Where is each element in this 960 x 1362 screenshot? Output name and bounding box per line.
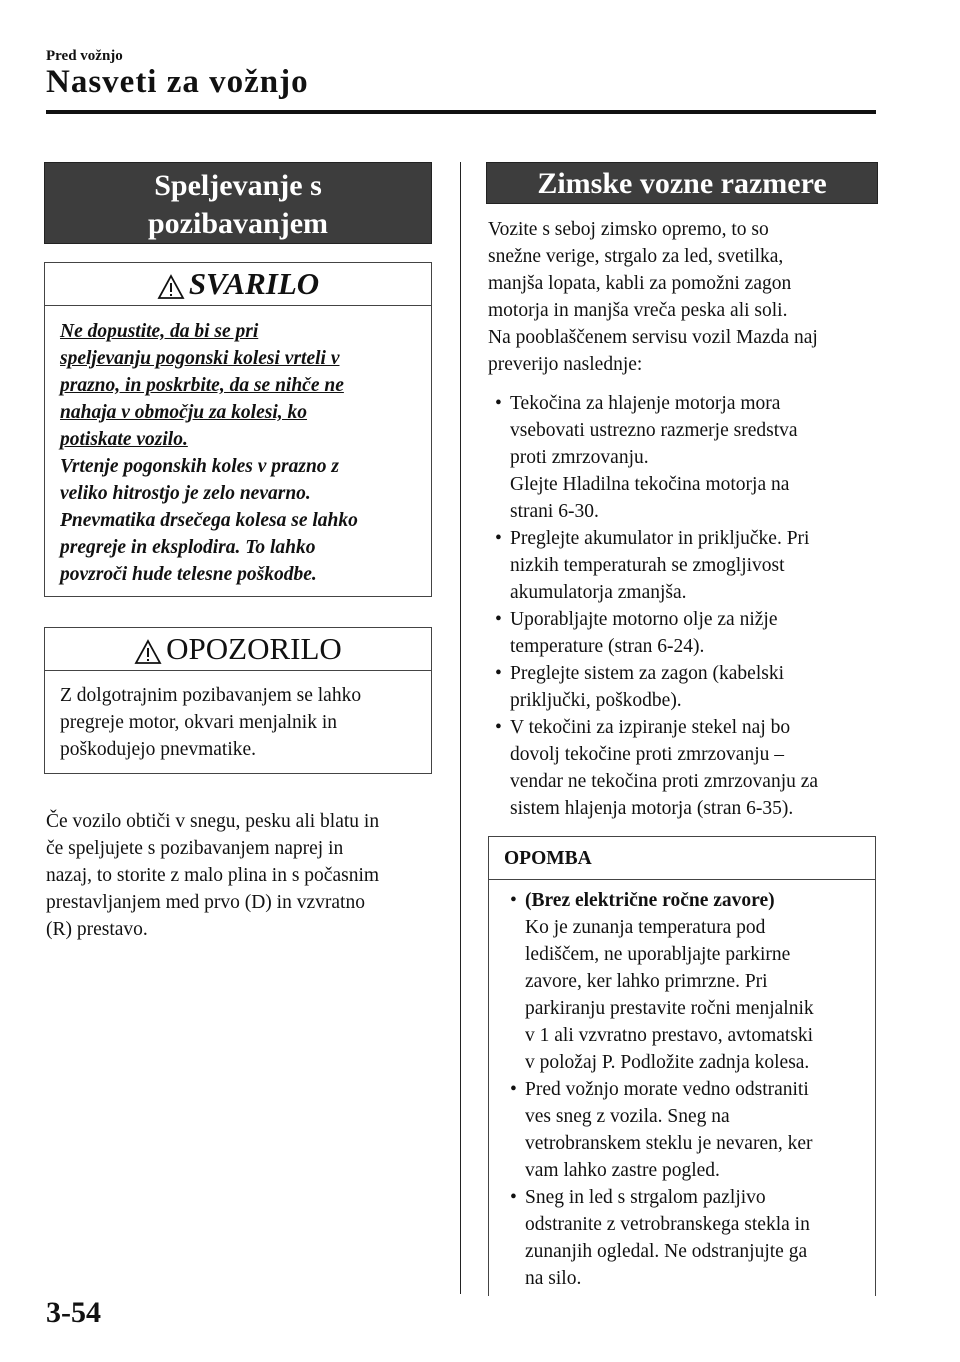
section-heading-winter: Zimske vozne razmere	[486, 162, 878, 204]
paragraph-line: nazaj, to storite z malo plina in s počasnim	[46, 865, 380, 886]
list-item	[488, 390, 876, 525]
list-item-line: V tekočini za izpiranje stekel naj bo	[510, 717, 791, 738]
list-item-line: nizkih temperaturah se zmogljivost	[510, 555, 785, 576]
bullet-icon: •	[510, 1079, 517, 1100]
rocking-paragraph	[46, 808, 432, 943]
paragraph-line: Če vozilo obtiči v snegu, pesku ali blatu in	[46, 811, 380, 832]
warning-header	[45, 263, 431, 306]
intro-line: Vozite s seboj zimsko opremo, to so	[488, 219, 769, 240]
heading-line-1: Speljevanje s	[154, 169, 322, 202]
list-item	[488, 606, 876, 660]
section-heading-rocking	[44, 162, 432, 244]
list-item-line: zavore, ker lahko primrzne. Pri	[525, 971, 768, 992]
list-item-line: Pred vožnjo morate vedno odstraniti	[525, 1079, 809, 1100]
warning-line: speljevanju pogonski kolesi vrteli v	[60, 348, 340, 369]
bullet-icon: •	[495, 609, 502, 630]
list-item-line: zunanjih ogledal. Ne odstranjujte ga	[525, 1241, 808, 1262]
bullet-icon: •	[495, 528, 502, 549]
caution-line: Z dolgotrajnim pozibavanjem se lahko	[60, 685, 362, 706]
paragraph-line: prestavljanjem med prvo (D) in vzvratno	[46, 892, 365, 913]
warning-triangle-icon	[157, 274, 185, 300]
list-item	[488, 525, 876, 606]
list-item-line: odstranite z vetrobranskega stekla in	[525, 1214, 810, 1235]
list-item-line: Glejte Hladilna tekočina motorja na	[510, 474, 790, 495]
note-item-heading: (Brez električne ročne zavore)	[525, 890, 775, 911]
page-number: 3-54	[46, 1296, 101, 1329]
list-item-line: temperature (stran 6-24).	[510, 636, 705, 657]
title-rule	[46, 110, 876, 114]
list-item	[503, 1184, 863, 1292]
column-divider	[460, 162, 461, 1294]
intro-line: Na pooblaščenem servisu vozil Mazda naj	[488, 327, 818, 348]
list-item-line: proti zmrzovanju.	[510, 447, 649, 468]
list-item-line: v položaj P. Podložite zadnja kolesa.	[525, 1052, 810, 1073]
caution-line: poškodujejo pnevmatike.	[60, 739, 257, 760]
warning-line: Pnevmatika drsečega kolesa se lahko	[60, 510, 358, 531]
list-item-line: strani 6-30.	[510, 501, 599, 522]
caution-line: pregreje motor, okvari menjalnik in	[60, 712, 338, 733]
paragraph-line: če speljujete s pozibavanjem naprej in	[46, 838, 344, 859]
list-item-line: ves sneg z vozila. Sneg na	[525, 1106, 730, 1127]
warning-triangle-icon	[134, 639, 162, 665]
list-item-line: Preglejte akumulator in priključke. Pri	[510, 528, 810, 549]
list-item-line: vam lahko zastre pogled.	[525, 1160, 720, 1181]
heading-line-2: pozibavanjem	[148, 207, 328, 240]
intro-line: motorja in manjša vreča peska ali soli.	[488, 300, 788, 321]
list-item-line: Sneg in led s strgalom pazljivo	[525, 1187, 766, 1208]
bullet-icon: •	[495, 663, 502, 684]
warning-line: pregreje in eksplodira. To lahko	[60, 537, 316, 558]
warning-body	[60, 318, 420, 588]
list-item-line: akumulatorja zmanjša.	[510, 582, 687, 603]
winter-checklist	[488, 390, 876, 822]
list-item-line: Preglejte sistem za zagon (kabelski	[510, 663, 784, 684]
warning-line: povzroči hude telesne poškodbe.	[60, 564, 317, 585]
list-item-line: dovolj tekočine proti zmrzovanju –	[510, 744, 785, 765]
warning-box	[44, 262, 432, 597]
list-item-line: vsebovati ustrezno razmerje sredstva	[510, 420, 798, 441]
list-item-line: na silo.	[525, 1268, 582, 1289]
note-body	[503, 887, 863, 1292]
list-item	[488, 714, 876, 822]
list-item-line: sistem hlajenja motorja (stran 6-35).	[510, 798, 794, 819]
caution-title: OPOZORILO	[166, 631, 342, 666]
bullet-icon: •	[510, 890, 517, 911]
caution-header	[45, 628, 431, 671]
note-title: OPOMBA	[489, 837, 875, 880]
intro-line: snežne verige, strgalo za led, svetilka,	[488, 246, 784, 267]
list-item-line: priključki, poškodbe).	[510, 690, 682, 711]
warning-line: potiskate vozilo.	[60, 429, 188, 450]
bullet-icon: •	[495, 393, 502, 414]
list-item-line: v 1 ali vzvratno prestavo, avtomatski	[525, 1025, 814, 1046]
list-item	[503, 887, 863, 1076]
warning-line: Ne dopustite, da bi se pri	[60, 321, 259, 342]
list-item-line: vetrobranskem steklu je nevaren, ker	[525, 1133, 813, 1154]
intro-line: manjša lopata, kabli za pomožni zagon	[488, 273, 792, 294]
bullet-icon: •	[510, 1187, 517, 1208]
caution-box	[44, 627, 432, 774]
warning-line: Vrtenje pogonskih koles v prazno z	[60, 456, 340, 477]
warning-line: nahaja v območju za kolesi, ko	[60, 402, 308, 423]
list-item-line: lediščem, ne uporabljajte parkirne	[525, 944, 791, 965]
caution-body	[60, 682, 420, 763]
list-item-line: Ko je zunanja temperatura pod	[525, 917, 766, 938]
warning-title: SVARILO	[188, 266, 320, 301]
intro-line: preverijo naslednje:	[488, 354, 643, 375]
list-item-line: Tekočina za hlajenje motorja mora	[510, 393, 781, 414]
list-item-line: vendar ne tekočina proti zmrzovanju za	[510, 771, 819, 792]
bullet-icon: •	[495, 717, 502, 738]
list-item-line: parkiranju prestavite ročni menjalnik	[525, 998, 814, 1019]
list-item	[488, 660, 876, 714]
warning-line: veliko hitrostjo je zelo nevarno.	[60, 483, 311, 504]
section-label: Pred vožnjo	[46, 48, 123, 64]
warning-line: prazno, in poskrbite, da se nihče ne	[60, 375, 344, 396]
list-item-line: Uporabljajte motorno olje za nižje	[510, 609, 778, 630]
winter-intro	[488, 216, 876, 378]
list-item	[503, 1076, 863, 1184]
page-title: Nasveti za vožnjo	[46, 64, 309, 100]
paragraph-line: (R) prestavo.	[46, 919, 148, 940]
note-box	[488, 836, 876, 1296]
